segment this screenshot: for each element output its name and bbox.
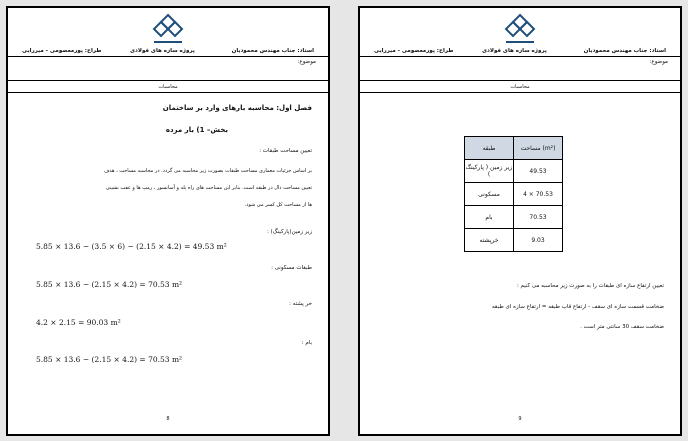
floor-label-penthouse: خر پشته : [289,301,312,307]
header-divider [8,56,328,57]
table-row [465,183,563,206]
floor-label-residential: طبقات مسکونی : [271,265,312,271]
cell-floor: زیر زمین ( پارکینگ ) [465,160,514,183]
cell-floor: بام [465,206,514,229]
calc-divider [360,92,680,93]
header-project: پروژه سازه های فولادی [130,48,195,54]
formula-penthouse: 4.2 × 2.15 = 90.03 m² [36,318,121,327]
subject-label: موضوع: [297,59,316,65]
header-instructor: استاد: جناب مهندس محمودیان [231,48,314,54]
document-page-left [6,6,330,436]
calc-divider [8,92,328,93]
page-number: 8 [166,416,170,422]
document-page-right [358,6,682,436]
calc-label: محاسبات [510,84,530,90]
header-instructor: استاد: جناب مهندس محمودیان [583,48,666,54]
column-header-floor: طبقه [465,137,514,160]
floor-label-roof: بام : [301,340,312,346]
header-divider [360,56,680,57]
table-row [465,229,563,252]
intro-line: ها از مساحت کل کسر می شود. [244,202,312,208]
subject-divider [360,80,680,81]
cell-floor: مسکونی [465,183,514,206]
paragraph-line: تعیین ارتفاع سازه ای طبقات را به صورت زیر محاسبه می کنیم : [516,283,664,289]
subject-divider [8,80,328,81]
header-designers: طراح: پورمعصومی - میررایی [22,48,102,54]
subject-label: موضوع: [649,59,668,65]
paragraph-line: ضخامت سقف 30 سانتی متر است . [580,324,664,330]
formula-residential: 5.85 × 13.6 − (2.15 × 4.2) = 70.53 m² [36,280,183,289]
table-header-row [465,137,563,160]
calc-label: محاسبات [158,84,178,90]
floor-label-basement: زیر زمین(پارکینگ) : [266,229,312,235]
table-row [465,160,563,183]
intro-heading: تعیین مساحت طبقات : [259,148,312,154]
intro-line: بر اساس جزئیات معماری مساحت طبقات بصورت زیر محاسبه می گردد. در محاسبه مساحت ، هدف [104,168,312,174]
paragraph-line: ضخامت قسمت سازه ای سقف - ارتفاع قاب طبقه = ارتفاع سازه ای طبقه [491,304,664,310]
header-designers: طراح: پورمعصومی - میررایی [374,48,454,54]
cell-area: 9.03 [514,229,563,252]
formula-basement: 5.85 × 13.6 − (3.5 × 6) − (2.15 × 4.2) = 49.53 m² [36,242,227,251]
page-number: 9 [518,416,522,422]
cell-area: 70.53 [514,206,563,229]
table-row [465,206,563,229]
header-project: پروژه سازه های فولادی [482,48,547,54]
formula-roof: 5.85 × 13.6 − (2.15 × 4.2) = 70.53 m² [36,355,183,364]
university-logo-icon [151,12,185,46]
cell-area: 49.53 [514,160,563,183]
chapter-title: فصل اول: محاسبه بارهای وارد بر ساختمان [162,104,312,112]
floor-area-table [464,136,563,252]
section-title: بخش– 1) بار مرده [165,126,228,134]
cell-floor: خرپشته [465,229,514,252]
column-header-area: مساحت (m²) [514,137,563,160]
intro-line: تعیین مساحت دال در طبقه است. بنابر این مساحت های راه پله و آسانسور ، رمپ ها و عقب نشینی [105,185,312,191]
university-logo-icon [503,12,537,46]
cell-area: 4 × 70.53 [514,183,563,206]
